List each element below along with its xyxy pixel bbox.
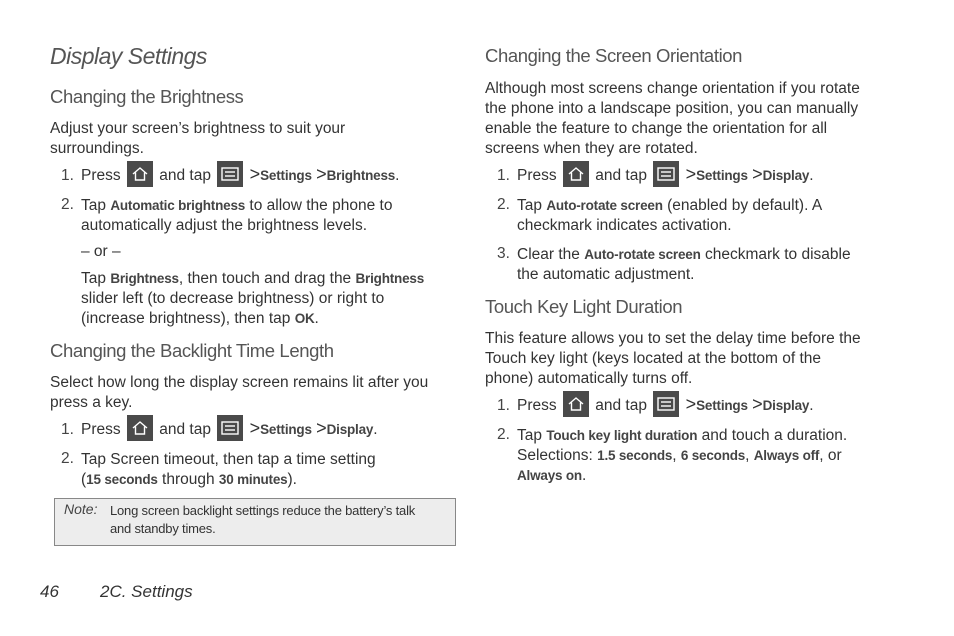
orientation-step-2: Tap Auto-rotate screen (enabled by default). A checkmark indicates activation.: [517, 197, 823, 234]
home-icon: [563, 391, 589, 417]
touchkey-step-2: Tap Touch key light duration and touch a duration. Selections: 1.5 seconds, 6 seconds, Always off, or Always on.: [517, 427, 848, 484]
backlight-intro: Select how long the display screen remains lit after you press a key.: [50, 374, 429, 411]
home-icon: [563, 161, 589, 187]
brightness-alt: Tap Brightness, then touch and drag the Brightness slider left (to decrease brightness) or right to (increase brightness), then tap OK.: [81, 270, 425, 327]
backlight-heading: Changing the Backlight Time Length: [50, 340, 334, 361]
orientation-step-3: Clear the Auto-rotate screen checkmark to disable the automatic adjustment.: [517, 246, 851, 283]
note-label: Note:: [64, 501, 98, 517]
backlight-step-1: Press and tap >Settings >Display.: [81, 417, 378, 443]
step-number: 2.: [497, 196, 510, 213]
menu-icon: [653, 391, 679, 417]
section-label: 2C. Settings: [100, 582, 193, 601]
note-box: [54, 498, 456, 546]
touchkey-step-1: Press and tap >Settings >Display.: [517, 393, 814, 419]
orientation-step-1: Press and tap >Settings >Display.: [517, 163, 814, 189]
step-number: 2.: [61, 196, 74, 213]
or-separator: – or –: [81, 243, 121, 260]
step-number: 1.: [61, 167, 74, 184]
brightness-step-1: Press and tap >Settings >Brightness.: [81, 163, 399, 189]
menu-icon: [217, 415, 243, 441]
backlight-step-2: Tap Screen timeout, then tap a time setting (15 seconds through 30 minutes).: [81, 451, 376, 488]
step-number: 1.: [61, 421, 74, 438]
home-icon: [127, 415, 153, 441]
orientation-heading: Changing the Screen Orientation: [485, 45, 743, 66]
step-number: 3.: [497, 245, 510, 262]
step-number: 1.: [497, 397, 510, 414]
page-title: Display Settings: [50, 43, 207, 69]
touchkey-intro: This feature allows you to set the delay time before the Touch key light (keys located at the bottom of the phone) automatically turns off.: [485, 330, 861, 387]
step-number: 2.: [61, 450, 74, 467]
brightness-step-2: Tap Automatic brightness to allow the phone to automatically adjust the brightness levels.: [81, 197, 393, 234]
brightness-heading: Changing the Brightness: [50, 86, 244, 107]
orientation-intro: Although most screens change orientation if you rotate the phone into a landscape position, you can manually enable the feature to change the orientation for all screens when they are rotated.: [485, 80, 860, 157]
menu-icon: [217, 161, 243, 187]
step-number: 2.: [497, 426, 510, 443]
menu-icon: [653, 161, 679, 187]
home-icon: [127, 161, 153, 187]
brightness-intro: Adjust your screen’s brightness to suit your surroundings.: [50, 120, 346, 157]
note-text: Long screen backlight settings reduce the battery’s talk and standby times.: [110, 503, 416, 536]
step-number: 1.: [497, 167, 510, 184]
touchkey-heading: Touch Key Light Duration: [485, 296, 683, 317]
page-number: 46: [40, 582, 59, 601]
